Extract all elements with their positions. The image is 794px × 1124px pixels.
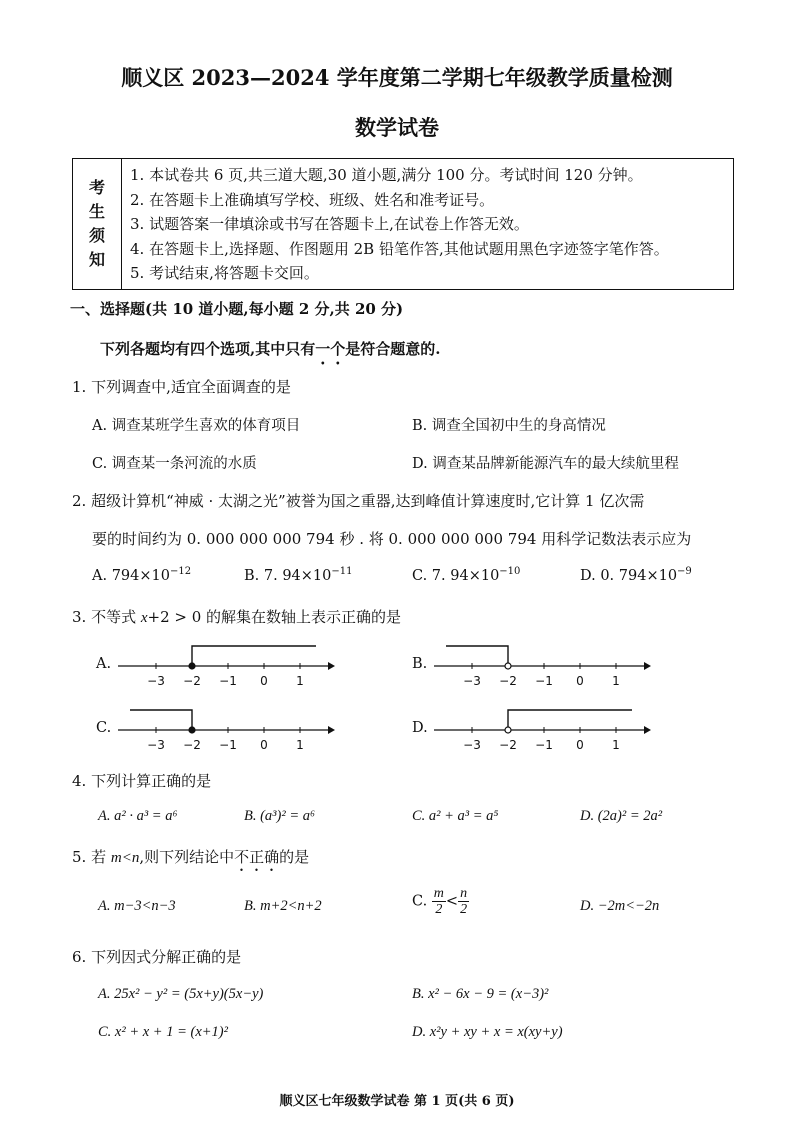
- exponent: −9: [677, 566, 692, 577]
- tick-label: −2: [183, 674, 201, 688]
- denominator: 2: [435, 902, 443, 917]
- q1-stem: 1. 下列调查中,适宜全面调查的是: [72, 378, 291, 396]
- notice-item: 2. 在答题卡上准确填写学校、班级、姓名和准考证号。: [130, 190, 495, 209]
- axis-arrow: [328, 662, 335, 670]
- denominator: 2: [460, 902, 468, 917]
- stem-text: 5. 若: [72, 848, 111, 866]
- q5-stem: [72, 846, 309, 875]
- exam-subtitle: 数学试卷: [355, 115, 439, 140]
- tick-label: −2: [183, 738, 201, 752]
- closed-endpoint: [189, 663, 195, 669]
- tick-label: −1: [219, 674, 237, 688]
- notice-item: 1. 本试卷共 6 页,共三道大题,30 道小题,满分 100 分。考试时间 120 分钟。: [130, 166, 643, 184]
- tick-label: 0: [576, 738, 584, 752]
- option-text: D. 0. 794×10: [580, 567, 678, 584]
- number-line-d: [432, 704, 652, 756]
- q2-option-a: [92, 566, 191, 584]
- solution-ray: [192, 646, 316, 666]
- instruction-text: 下列各题均有四个选项,其中只有: [100, 340, 316, 358]
- number-line-b: [432, 640, 652, 692]
- notice-box: [72, 158, 734, 290]
- q2-option-b: [244, 566, 352, 584]
- axis-arrow: [644, 662, 651, 670]
- q2-option-d: [580, 566, 692, 584]
- notice-items: [122, 159, 733, 289]
- tick-label: −1: [219, 738, 237, 752]
- q3-label-d: D.: [412, 720, 428, 736]
- instruction-text: 是符合题意的.: [345, 340, 441, 358]
- q4-option-c: C. a² + a³ = a⁵: [412, 808, 499, 824]
- q4-stem: 4. 下列计算正确的是: [72, 772, 212, 790]
- q4-option-b: B. (a³)² = a⁶: [244, 808, 316, 824]
- tick-label: 0: [260, 738, 268, 752]
- notice-item: 3. 试题答案一律填涂或书写在答题卡上,在试卷上作答无效。: [130, 215, 529, 233]
- stem-variable: x: [140, 610, 148, 626]
- numerator: n: [460, 886, 468, 901]
- q3-label-b: B.: [412, 656, 428, 672]
- option-text: C. 7. 94×10: [412, 567, 500, 584]
- q2-option-c: [412, 566, 520, 584]
- notice-label-char: 生: [88, 202, 105, 221]
- q1-option-a: A. 调查某班学生喜欢的体育项目: [92, 418, 301, 434]
- axis-arrow: [328, 726, 335, 734]
- q4-option-d: D. (2a)² = 2a²: [580, 808, 663, 824]
- open-endpoint: [505, 663, 511, 669]
- relation: <: [445, 893, 459, 910]
- q1-option-c: C. 调查某一条河流的水质: [92, 456, 257, 472]
- fraction: [432, 886, 446, 917]
- tick-label: −3: [147, 738, 165, 752]
- notice-item: 5. 考试结束,将答题卡交回。: [130, 264, 319, 282]
- stem-text: 的是: [279, 848, 310, 866]
- solution-ray: [130, 710, 192, 730]
- q6-option-b: B. x² − 6x − 9 = (x−3)²: [412, 986, 549, 1002]
- exponent: −12: [169, 566, 192, 577]
- option-text: A. 794×10: [92, 567, 170, 584]
- tick-label: −3: [147, 674, 165, 688]
- q3-label-c: C.: [96, 720, 112, 736]
- tick-label: −1: [535, 674, 553, 688]
- q6-option-d: D. x²y + xy + x = x(xy+y): [412, 1024, 563, 1040]
- stem-text: ,则下列结论中: [139, 848, 235, 866]
- tick-label: −2: [499, 738, 517, 752]
- stem-text: 3. 不等式: [72, 608, 141, 626]
- exponent: −10: [499, 566, 521, 577]
- q2-stem-line2: 要的时间约为 0. 000 000 000 794 秒 . 将 0. 000 000 000 794 用科学记数法表示应为: [92, 530, 692, 548]
- tick-label: −3: [463, 674, 481, 688]
- q5-option-d: D. −2m<−2n: [580, 898, 660, 914]
- open-endpoint: [505, 727, 511, 733]
- tick-label: 0: [576, 674, 584, 688]
- tick-label: 1: [612, 738, 620, 752]
- section-instruction: [100, 338, 440, 368]
- numerator: m: [433, 886, 444, 901]
- page-footer: 顺义区七年级数学试卷 第 1 页(共 6 页): [279, 1094, 515, 1109]
- solution-ray: [446, 646, 508, 666]
- tick-label: −2: [499, 674, 517, 688]
- q3-stem: [72, 606, 401, 627]
- option-text: B. 7. 94×10: [244, 567, 332, 584]
- option-label: C.: [412, 893, 428, 910]
- tick-label: 1: [612, 674, 620, 688]
- notice-label-char: 知: [88, 250, 105, 269]
- q6-option-a: A. 25x² − y² = (5x+y)(5x−y): [98, 986, 264, 1002]
- exponent: −11: [331, 566, 353, 577]
- number-line-c: [116, 704, 336, 756]
- instruction-emphasis: 一个: [315, 340, 346, 358]
- stem-emphasis: 不正确: [234, 848, 280, 866]
- q1-option-d: D. 调查某品牌新能源汽车的最大续航里程: [412, 456, 679, 472]
- q6-stem: 6. 下列因式分解正确的是: [72, 948, 242, 966]
- tick-label: −1: [535, 738, 553, 752]
- notice-label-char: 考: [88, 178, 105, 197]
- q5-option-b: B. m+2<n+2: [244, 898, 322, 914]
- tick-label: 0: [260, 674, 268, 688]
- tick-label: 1: [296, 674, 304, 688]
- q2-stem-line1: 2. 超级计算机“神威 · 太湖之光”被誉为国之重器,达到峰值计算速度时,它计算 1 亿次需: [72, 492, 645, 510]
- q5-option-c: [412, 886, 469, 917]
- q6-option-c: C. x² + x + 1 = (x+1)²: [98, 1024, 228, 1040]
- notice-label: [73, 159, 122, 289]
- q1-option-b: B. 调查全国初中生的身高情况: [412, 418, 606, 434]
- fraction: [458, 886, 469, 917]
- stem-text: +2 > 0 的解集在数轴上表示正确的是: [147, 608, 402, 626]
- closed-endpoint: [189, 727, 195, 733]
- q3-label-a: A.: [96, 656, 112, 672]
- section-heading: 一、选择题(共 10 道小题,每小题 2 分,共 20 分): [70, 300, 404, 318]
- notice-item: 4. 在答题卡上,选择题、作图题用 2B 铅笔作答,其他试题用黑色字迹签字笔作答。: [130, 239, 669, 258]
- solution-ray: [508, 710, 632, 730]
- q4-option-a: A. a² · a³ = a⁶: [98, 808, 178, 824]
- tick-label: 1: [296, 738, 304, 752]
- axis-arrow: [644, 726, 651, 734]
- stem-condition: m<n: [110, 850, 140, 866]
- number-line-a: [116, 640, 336, 692]
- tick-label: −3: [463, 738, 481, 752]
- q5-option-a: A. m−3<n−3: [98, 898, 176, 914]
- exam-title: 顺义区 2023—2024 学年度第二学期七年级教学质量检测: [121, 65, 673, 90]
- notice-label-char: 须: [88, 226, 105, 245]
